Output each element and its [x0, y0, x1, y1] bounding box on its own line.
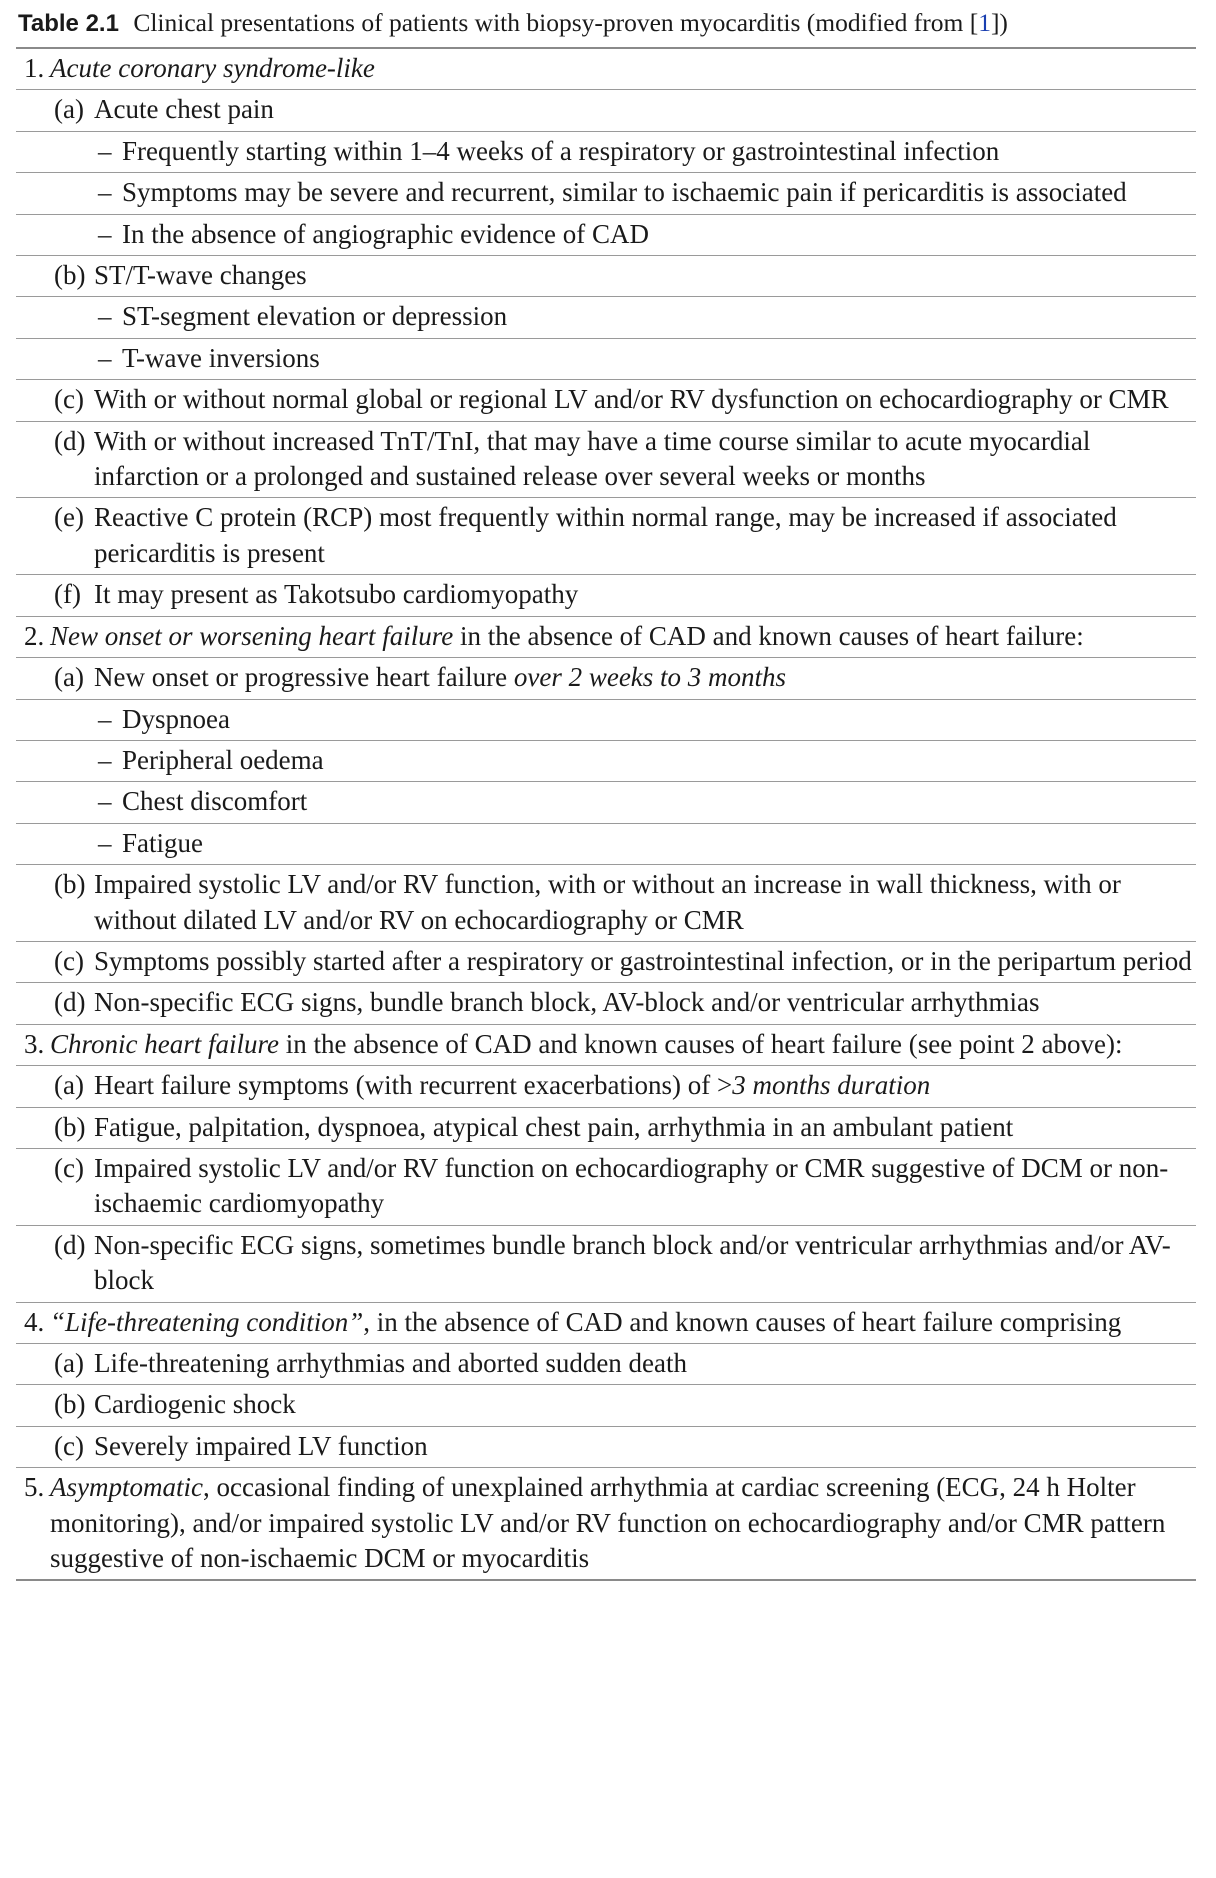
row-marker: 5. — [24, 1472, 45, 1503]
table-row — [16, 823, 1196, 864]
row-marker: (b) — [54, 1111, 86, 1142]
text-segment: Reactive C protein (RCP) most frequently within normal range, may be increased if associated pericarditis is present — [94, 502, 1117, 568]
table-row — [16, 296, 1196, 337]
text-segment: With or without normal global or regional LV and/or RV dysfunction on echocardiography or CMR — [94, 384, 1169, 415]
text-segment: Symptoms possibly started after a respiratory or gastrointestinal infection, or in the peripartum period — [94, 945, 1192, 976]
row-text — [94, 1387, 1196, 1422]
row-text — [94, 1068, 1196, 1103]
table-row — [16, 574, 1196, 615]
text-segment: Fatigue — [122, 827, 203, 858]
row-text — [122, 826, 1196, 861]
text-segment: Impaired systolic LV and/or RV function on echocardiography or CMR suggestive of DCM or non-ischaemic cardiomyopathy — [94, 1152, 1169, 1219]
table-row — [16, 1384, 1196, 1425]
table-row — [16, 214, 1196, 255]
row-marker: (e) — [54, 502, 84, 533]
text-segment: > — [717, 1070, 733, 1101]
row-text — [94, 1151, 1196, 1222]
table-row — [16, 616, 1196, 657]
row-marker: – — [98, 827, 112, 858]
row-marker: (a) — [54, 1070, 84, 1101]
row-marker: (c) — [54, 384, 84, 415]
row-text — [94, 660, 1196, 695]
row-text — [94, 577, 1196, 612]
row-marker: (a) — [54, 662, 84, 693]
row-marker: (a) — [54, 1348, 84, 1378]
row-marker: – — [98, 135, 112, 166]
row-text — [94, 92, 1196, 127]
row-marker: (d) — [54, 987, 86, 1018]
reference-link[interactable]: 1 — [978, 8, 991, 37]
table-caption — [16, 8, 1196, 47]
table-row — [16, 864, 1196, 941]
row-text — [94, 867, 1196, 938]
emphasis-text: “Life-threatening condition” — [50, 1306, 364, 1337]
table-label: Table 2.1 — [18, 10, 119, 37]
caption-text: Clinical presentations of patients with biopsy-proven myocarditis (modified from — [133, 8, 970, 37]
text-segment: , in the absence of CAD and known causes of heart failure comprising — [363, 1306, 1122, 1337]
caption-open-bracket: [ — [969, 8, 979, 37]
row-text — [122, 217, 1196, 252]
row-text — [94, 424, 1196, 495]
text-segment: Heart failure symptoms (with recurrent exacerbations) of — [94, 1070, 718, 1101]
row-marker: 2. — [24, 620, 45, 651]
row-text — [94, 382, 1196, 417]
clinical-presentations-table — [16, 8, 1196, 1581]
text-segment: Dyspnoea — [122, 703, 230, 734]
text-segment: Non-specific ECG signs, sometimes bundle branch block and/or ventricular arrhythmias and/or AV-block — [94, 1229, 1171, 1296]
row-marker: (b) — [54, 1389, 86, 1420]
table-row — [16, 1467, 1196, 1579]
row-marker: (b) — [54, 869, 86, 900]
table-row — [16, 89, 1196, 130]
row-marker: 4. — [24, 1306, 45, 1337]
text-segment: New onset or progressive heart failure — [94, 662, 514, 693]
row-text — [122, 341, 1196, 376]
row-marker: (d) — [54, 425, 86, 456]
text-segment: ST-segment elevation or depression — [122, 301, 508, 332]
table-row — [16, 338, 1196, 379]
text-segment: Acute chest pain — [94, 94, 274, 125]
row-text — [94, 944, 1196, 979]
emphasis-text: Asymptomatic — [50, 1472, 203, 1503]
row-marker: – — [98, 218, 112, 249]
emphasis-text: over 2 weeks to 3 months — [513, 662, 787, 693]
row-text — [94, 500, 1196, 571]
row-marker: (c) — [54, 1430, 84, 1461]
table-row — [16, 982, 1196, 1023]
text-segment: Fatigue, palpitation, dyspnoea, atypical chest pain, arrhythmia in an ambulant patient — [94, 1111, 1014, 1142]
row-text — [50, 1470, 1196, 1576]
row-text — [122, 784, 1196, 819]
table-row — [16, 1302, 1196, 1343]
row-text — [50, 1305, 1196, 1340]
text-segment: ST/T-wave changes — [94, 260, 307, 291]
text-segment: Chest discomfort — [122, 786, 308, 817]
text-segment: Impaired systolic LV and/or RV function, with or without an increase in wall thickness, with or without dilated LV and/or RV on echocardiography or CMR — [94, 869, 1121, 935]
table-row — [16, 1065, 1196, 1106]
row-marker: 1. — [24, 53, 45, 83]
emphasis-text: Chronic heart failure — [50, 1028, 279, 1059]
table-row — [16, 497, 1196, 574]
text-segment: Life-threatening arrhythmias and aborted sudden death — [94, 1348, 688, 1378]
row-marker: (d) — [54, 1229, 86, 1260]
row-text — [94, 258, 1196, 293]
row-text — [122, 743, 1196, 778]
row-marker: – — [98, 177, 112, 208]
table-row — [16, 1107, 1196, 1148]
table-row — [16, 740, 1196, 781]
table-row — [16, 172, 1196, 213]
caption-close: ]) — [990, 8, 1008, 37]
row-marker: – — [98, 342, 112, 373]
table-body — [16, 47, 1196, 1581]
row-text — [94, 1429, 1196, 1464]
text-segment: in the absence of CAD and known causes of heart failure (see point 2 above): — [279, 1028, 1123, 1059]
row-text — [50, 619, 1196, 654]
table-row — [16, 379, 1196, 420]
row-text — [122, 299, 1196, 334]
table-row — [16, 1343, 1196, 1384]
emphasis-text: 3 months duration — [732, 1070, 931, 1101]
table-row — [16, 255, 1196, 296]
row-marker: (a) — [54, 94, 84, 125]
table-row — [16, 657, 1196, 698]
row-text — [50, 1027, 1196, 1062]
table-row — [16, 421, 1196, 498]
row-marker: (f) — [54, 579, 81, 610]
text-segment: It may present as Takotsubo cardiomyopathy — [94, 579, 579, 610]
table-row — [16, 781, 1196, 822]
emphasis-text: Acute coronary syndrome-like — [50, 53, 375, 83]
row-marker: – — [98, 703, 112, 734]
table-row — [16, 941, 1196, 982]
text-segment: Non-specific ECG signs, bundle branch block, AV-block and/or ventricular arrhythmias — [94, 987, 1040, 1018]
row-marker: (c) — [54, 1152, 84, 1183]
table-row — [16, 131, 1196, 172]
row-text — [94, 1110, 1196, 1145]
row-text — [94, 1346, 1196, 1381]
text-segment: Frequently starting within 1–4 weeks of a respiratory or gastrointestinal infection — [122, 135, 1000, 166]
text-segment: Peripheral oedema — [122, 744, 324, 775]
row-text — [122, 702, 1196, 737]
row-text — [94, 1228, 1196, 1299]
text-segment: In the absence of angiographic evidence of CAD — [122, 218, 650, 249]
row-text — [122, 175, 1196, 210]
text-segment: in the absence of CAD and known causes of heart failure: — [453, 620, 1084, 651]
text-segment: , occasional finding of unexplained arrhythmia at cardiac screening (ECG, 24 h Holter monitoring), and/or impaired systolic LV and/or RV function on echocardiography and/or CMR pattern suggestive of non-ischaemic DCM or myocarditis — [50, 1472, 1166, 1574]
row-text — [94, 985, 1196, 1020]
table-row — [16, 49, 1196, 89]
row-text — [122, 134, 1196, 169]
text-segment: Symptoms may be severe and recurrent, similar to ischaemic pain if pericarditis is associated — [122, 177, 1127, 208]
row-marker: (c) — [54, 945, 84, 976]
table-row — [16, 1148, 1196, 1225]
table-row — [16, 1225, 1196, 1302]
table-row — [16, 699, 1196, 740]
table-row — [16, 1024, 1196, 1065]
text-segment: T-wave inversions — [122, 342, 320, 373]
row-marker: – — [98, 301, 112, 332]
text-segment: With or without increased TnT/TnI, that may have a time course similar to acute myocardial infarction or a prolonged and sustained release over several weeks or months — [94, 425, 1091, 492]
text-segment: Severely impaired LV function — [94, 1430, 428, 1461]
row-marker: – — [98, 744, 112, 775]
emphasis-text: New onset or worsening heart failure — [50, 620, 454, 651]
text-segment: Cardiogenic shock — [94, 1389, 296, 1420]
row-text — [50, 51, 1196, 86]
row-marker: 3. — [24, 1028, 45, 1059]
table-row — [16, 1426, 1196, 1467]
row-marker: (b) — [54, 260, 86, 291]
row-marker: – — [98, 786, 112, 817]
